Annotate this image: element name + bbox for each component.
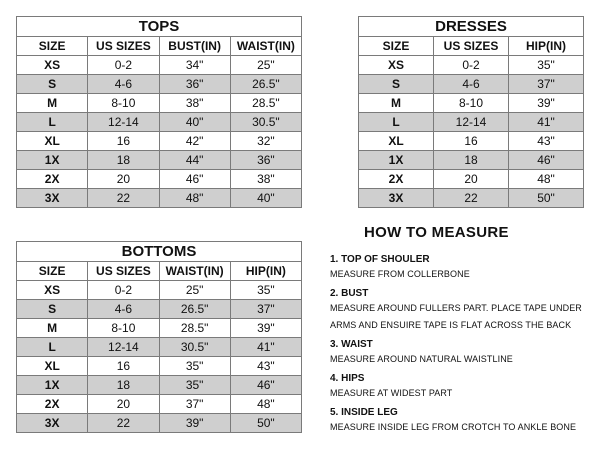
- column-header: SIZE: [17, 37, 88, 56]
- us-size-cell: 0-2: [88, 281, 159, 300]
- waist-cell: 35": [159, 376, 230, 395]
- table-title: DRESSES: [359, 17, 584, 37]
- table-row: [17, 338, 302, 357]
- us-size-cell: 16: [434, 132, 509, 151]
- table-row: [359, 189, 584, 208]
- table-row: [17, 132, 302, 151]
- column-header: WAIST(IN): [230, 37, 301, 56]
- hip-cell: 43": [509, 132, 584, 151]
- measure-heading: 5. INSIDE LEG: [330, 407, 398, 418]
- measure-instruction: MEASURE AROUND NATURAL WAISTLINE: [330, 354, 513, 364]
- column-header: WAIST(IN): [159, 262, 230, 281]
- us-size-cell: 18: [88, 151, 159, 170]
- measure-heading: 3. WAIST: [330, 339, 373, 350]
- hip-cell: 35": [509, 56, 584, 75]
- us-size-cell: 22: [434, 189, 509, 208]
- measure-instruction: MEASURE AROUND FULLERS PART. PLACE TAPE UNDER ARMS AND ENSUIRE TAPE IS FLAT ACROSS THE BACK: [330, 303, 582, 330]
- bust-cell: 48": [159, 189, 230, 208]
- waist-cell: 26.5": [159, 300, 230, 319]
- us-size-cell: 16: [88, 357, 159, 376]
- table-row: [17, 300, 302, 319]
- size-cell: 1X: [17, 151, 88, 170]
- table-row: [17, 151, 302, 170]
- waist-cell: 38": [230, 170, 301, 189]
- size-cell: 3X: [17, 189, 88, 208]
- waist-cell: 30.5": [230, 113, 301, 132]
- size-cell: 2X: [17, 395, 88, 414]
- table-row: [17, 414, 302, 433]
- hip-cell: 37": [230, 300, 301, 319]
- hip-cell: 41": [230, 338, 301, 357]
- size-cell: L: [359, 113, 434, 132]
- waist-cell: 39": [159, 414, 230, 433]
- table-row: [17, 189, 302, 208]
- size-cell: XL: [17, 357, 88, 376]
- waist-cell: 30.5": [159, 338, 230, 357]
- hip-cell: 48": [509, 170, 584, 189]
- hip-cell: 37": [509, 75, 584, 94]
- column-header: HIP(IN): [509, 37, 584, 56]
- measure-instruction: MEASURE AT WIDEST PART: [330, 388, 453, 398]
- bust-cell: 42": [159, 132, 230, 151]
- table-row: [17, 376, 302, 395]
- measure-heading: 2. BUST: [330, 288, 369, 299]
- table-row: [17, 170, 302, 189]
- waist-cell: 25": [230, 56, 301, 75]
- us-size-cell: 22: [88, 414, 159, 433]
- us-size-cell: 22: [88, 189, 159, 208]
- table-title: TOPS: [17, 17, 302, 37]
- size-cell: 1X: [359, 151, 434, 170]
- table-row: [359, 75, 584, 94]
- waist-cell: 37": [159, 395, 230, 414]
- dresses-size-table: [358, 16, 584, 208]
- waist-cell: 35": [159, 357, 230, 376]
- us-size-cell: 0-2: [88, 56, 159, 75]
- us-size-cell: 8-10: [88, 319, 159, 338]
- size-cell: S: [17, 300, 88, 319]
- table-row: [359, 151, 584, 170]
- us-size-cell: 4-6: [88, 75, 159, 94]
- table-row: [359, 170, 584, 189]
- hip-cell: 50": [509, 189, 584, 208]
- size-cell: L: [17, 113, 88, 132]
- hip-cell: 46": [230, 376, 301, 395]
- waist-cell: 32": [230, 132, 301, 151]
- hip-cell: 48": [230, 395, 301, 414]
- size-cell: XS: [359, 56, 434, 75]
- waist-cell: 36": [230, 151, 301, 170]
- how-to-measure-section: [330, 224, 598, 440]
- us-size-cell: 20: [88, 395, 159, 414]
- us-size-cell: 16: [88, 132, 159, 151]
- how-to-measure-title: HOW TO MEASURE: [364, 224, 509, 241]
- column-header: US SIZES: [88, 37, 159, 56]
- bust-cell: 36": [159, 75, 230, 94]
- measure-item-waist: [330, 338, 598, 368]
- hip-cell: 39": [509, 94, 584, 113]
- bust-cell: 40": [159, 113, 230, 132]
- table-row: [17, 94, 302, 113]
- column-header: US SIZES: [434, 37, 509, 56]
- table-row: [17, 56, 302, 75]
- us-size-cell: 8-10: [434, 94, 509, 113]
- size-cell: 2X: [359, 170, 434, 189]
- column-header: HIP(IN): [230, 262, 301, 281]
- bottoms-size-table: [16, 241, 302, 433]
- size-cell: L: [17, 338, 88, 357]
- us-size-cell: 12-14: [88, 338, 159, 357]
- column-header: US SIZES: [88, 262, 159, 281]
- column-header: SIZE: [359, 37, 434, 56]
- column-header: SIZE: [17, 262, 88, 281]
- bust-cell: 44": [159, 151, 230, 170]
- table-row: [359, 94, 584, 113]
- waist-cell: 40": [230, 189, 301, 208]
- us-size-cell: 0-2: [434, 56, 509, 75]
- hip-cell: 39": [230, 319, 301, 338]
- measure-instruction: MEASURE FROM COLLERBONE: [330, 269, 470, 279]
- hip-cell: 46": [509, 151, 584, 170]
- table-row: [17, 319, 302, 338]
- size-cell: M: [17, 319, 88, 338]
- us-size-cell: 12-14: [88, 113, 159, 132]
- measure-instruction: MEASURE INSIDE LEG FROM CROTCH TO ANKLE BONE: [330, 422, 577, 432]
- bust-cell: 46": [159, 170, 230, 189]
- size-cell: XL: [359, 132, 434, 151]
- table-row: [17, 113, 302, 132]
- waist-cell: 28.5": [230, 94, 301, 113]
- us-size-cell: 4-6: [434, 75, 509, 94]
- table-row: [359, 113, 584, 132]
- waist-cell: 26.5": [230, 75, 301, 94]
- hip-cell: 35": [230, 281, 301, 300]
- size-cell: S: [359, 75, 434, 94]
- measure-heading: 4. HIPS: [330, 373, 365, 384]
- measure-item-hips: [330, 372, 598, 402]
- size-cell: S: [17, 75, 88, 94]
- bust-cell: 38": [159, 94, 230, 113]
- size-cell: 1X: [17, 376, 88, 395]
- measure-item-inside-leg: [330, 406, 598, 436]
- measure-item-bust: [330, 287, 598, 334]
- hip-cell: 41": [509, 113, 584, 132]
- measure-item-shoulder: [330, 253, 598, 283]
- size-cell: 3X: [359, 189, 434, 208]
- us-size-cell: 18: [88, 376, 159, 395]
- size-cell: XS: [17, 281, 88, 300]
- us-size-cell: 12-14: [434, 113, 509, 132]
- hip-cell: 43": [230, 357, 301, 376]
- us-size-cell: 18: [434, 151, 509, 170]
- us-size-cell: 4-6: [88, 300, 159, 319]
- size-cell: 3X: [17, 414, 88, 433]
- size-cell: M: [359, 94, 434, 113]
- table-row: [17, 357, 302, 376]
- tops-size-table: [16, 16, 302, 208]
- size-cell: XS: [17, 56, 88, 75]
- us-size-cell: 20: [434, 170, 509, 189]
- column-header: BUST(IN): [159, 37, 230, 56]
- size-cell: XL: [17, 132, 88, 151]
- table-row: [17, 395, 302, 414]
- table-row: [17, 75, 302, 94]
- measure-heading: 1. TOP OF SHOULER: [330, 254, 430, 265]
- us-size-cell: 20: [88, 170, 159, 189]
- hip-cell: 50": [230, 414, 301, 433]
- size-cell: M: [17, 94, 88, 113]
- us-size-cell: 8-10: [88, 94, 159, 113]
- bust-cell: 34": [159, 56, 230, 75]
- waist-cell: 28.5": [159, 319, 230, 338]
- table-row: [17, 281, 302, 300]
- table-row: [359, 132, 584, 151]
- table-row: [359, 56, 584, 75]
- waist-cell: 25": [159, 281, 230, 300]
- table-title: BOTTOMS: [17, 242, 302, 262]
- size-cell: 2X: [17, 170, 88, 189]
